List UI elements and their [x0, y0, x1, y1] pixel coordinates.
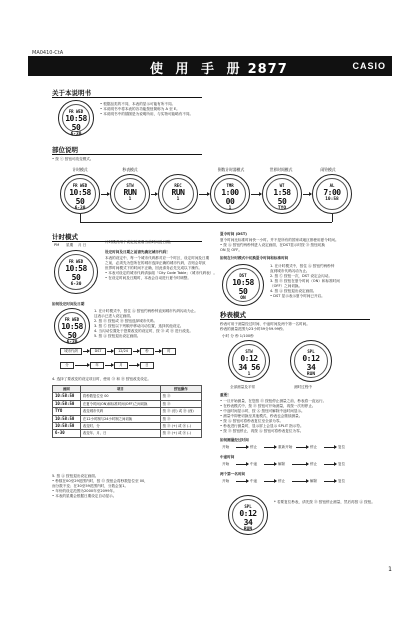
- settings-table: [52, 385, 202, 438]
- timekeeping-note-3: 而分数不变；在30至59范围内时，分数会加1。: [52, 484, 129, 488]
- label-pm: PM: [54, 243, 60, 247]
- stopwatch-intro-2: 秒表的测量范围为23小时59分59.99秒。: [220, 327, 287, 331]
- dst-body-1: 夏令时间比标准时间快一小时。并不是所有的国家或地区都使用夏令时间。: [220, 238, 339, 242]
- seq-arrow: [133, 351, 139, 352]
- timekeeping-body-2: 之前，必须先为您所在的城市选择正确的城市代码，否则会导致: [105, 261, 206, 265]
- flow-arrow: [292, 481, 308, 482]
- mode-label-worldtime: 世界时间模式: [269, 167, 293, 172]
- flow-step: 复位: [338, 445, 346, 449]
- timekeeping-body-1: 本表的设定中，每一个城市代码都对应一个时区，设定时间及日期: [105, 256, 210, 260]
- timekeeping-step-3: 3. 按 Ⓒ 按钮以下列顺序移动闪动位置，选择其他设定。: [94, 324, 184, 328]
- mode-return-line: [80, 214, 81, 222]
- document-code: MA0410-CtA: [32, 50, 64, 56]
- timekeeping-note-1: 5. 按 Ⓐ 按钮退出设定画面。: [52, 474, 99, 478]
- mode-arrow: [251, 194, 261, 195]
- flow-arrow: [264, 464, 276, 465]
- flow-arrow: [296, 447, 308, 448]
- table-row: 6-30 改变年、月、日 按 Ⓓ (+) 或 Ⓑ (-): [53, 430, 202, 437]
- flow-arrow: [324, 481, 336, 482]
- table-header: 按钮操作: [160, 386, 201, 393]
- section-title-about: 关于本说明书: [52, 89, 91, 97]
- stopwatch-intro-1: 秒表可用于测量经过时间、中途时间及两个第一名时间。: [220, 322, 310, 326]
- dst-step-3: 3. 按 Ⓓ 按钮在夏令时间（ON）和标准时间: [270, 279, 340, 283]
- table-intro: 4. 选择了要改变的设定项目时，使用 Ⓓ 和 Ⓑ 按钮改变设定。: [52, 377, 151, 381]
- stopwatch-note-7: • 按 Ⓓ 按钮停止，再按 Ⓐ 按钮可将秒表复位为零。: [220, 429, 304, 433]
- flow-step: 停止: [250, 445, 258, 449]
- mode-label-timer: 倒数计时器模式: [217, 167, 245, 172]
- table-row: 10:58:50 将秒数复位至 00 按 Ⓓ: [53, 393, 202, 400]
- flow-arrow: [236, 481, 248, 482]
- flow-step: 解除: [310, 479, 318, 483]
- mode-arrow: [199, 194, 209, 195]
- flow-title-two-place: 两个第一名时间: [220, 472, 246, 476]
- watch-stopwatch-detail: STW 0:12 34 56 1: [228, 340, 270, 382]
- table-row: 10:58:50 改变时、分 按 Ⓓ (+) 或 Ⓑ (-): [53, 423, 202, 430]
- seq-arrow: [107, 351, 113, 352]
- timekeeping-intro: 计时模式用于设定及查看当前时间及日期。: [105, 240, 174, 244]
- dst-step-1: 1. 在计时模式中，按住 Ⓐ 按钮约两秒钟: [270, 264, 335, 268]
- dst-step-2: 2. 按 Ⓒ 按钮一次，DST 设定会闪动。: [270, 274, 332, 278]
- stopwatch-caption-units: 小时 分 秒 1/100秒: [222, 334, 254, 338]
- seq-dst: DST: [90, 348, 106, 355]
- watch-stopwatch-bottom: SPL 0:12 34 RUN: [228, 495, 268, 535]
- dst-sub: 如何在计时模式中切换夏令时间和标准时间: [220, 256, 289, 260]
- stopwatch-note-5: • 按 Ⓐ 按钮可将秒表复位至全部为零。: [220, 419, 284, 423]
- table-row: 10:58:50 在夏令时间(ON)和标准时间(OFF)之间切换 按 Ⓓ: [53, 400, 202, 407]
- about-bullet-2: • 本说明书中将本表的各功能按钮简称为 A 至 E。: [100, 107, 180, 111]
- timekeeping-body-5: • 在设定时间及日期时，本表会自动进行夏令时调整。: [105, 276, 191, 280]
- mode-label-stopwatch: 秒表模式: [122, 167, 138, 172]
- watch-stopwatch: STW RUN 1: [110, 174, 150, 214]
- flow-arrow: [236, 447, 248, 448]
- watch-dst: DST 10:58 50 ON: [222, 264, 264, 306]
- flow-step: 停止: [310, 462, 318, 466]
- mode-arrow: [303, 194, 311, 195]
- flow-step: 中途: [250, 479, 258, 483]
- flow-arrow: [236, 464, 248, 465]
- flow-arrow: [324, 464, 336, 465]
- stopwatch-note-1: • 一旦开始测量，在您按 Ⓓ 按钮停止测量之前，秒表将一直运行。: [220, 399, 327, 403]
- watch-timekeeping: FR WED 10:58 50 6-30: [60, 174, 100, 214]
- dst-step-3b: （OFF）之间切换。: [270, 284, 303, 288]
- timekeeping-step-2: 2. 按 Ⓓ 按钮或 Ⓑ 按钮选择城市代码。: [94, 319, 158, 323]
- seq-12-24: 12/24: [114, 348, 132, 355]
- brand-logo: CASIO: [352, 61, 386, 71]
- about-bullet-3: • 本说明书中的插图是为说明所用，与实物可能略有不同。: [100, 112, 194, 116]
- watch-worldtime: WT 1:58 50 TYO: [262, 174, 302, 214]
- timekeeping-body-3: 世界时间模式下的时间不正确，因此请务必先完成以下操作。: [105, 266, 203, 270]
- flow-step: 解除: [278, 462, 286, 466]
- watch-stopwatch-split: SPL 0:12 34 RUN: [290, 340, 332, 382]
- watch-illustration-about: FR WED 10:58 50 6-30: [58, 100, 94, 136]
- flow-step: 开始: [222, 445, 230, 449]
- table-row: 10:58:50 在12小时制与24小时制之间切换 按 Ⓓ: [53, 415, 202, 422]
- flow-step: 中途: [250, 462, 258, 466]
- flow-step: 开始: [222, 462, 230, 466]
- section-title-modes: 部位说明: [52, 146, 78, 154]
- stopwatch-bottom-note: * 若要复位秒表，请先按 Ⓓ 按钮停止测量，然后再按 Ⓐ 按钮。: [274, 500, 375, 504]
- timekeeping-steps-title: 如何设定时间及日期: [52, 302, 85, 306]
- stopwatch-caption-all: 全部测量及平常: [230, 385, 256, 389]
- flow-step: 停止: [278, 479, 286, 483]
- section-underline: [220, 319, 370, 320]
- seq-hour: 时: [162, 348, 176, 355]
- flow-step: 复位: [338, 462, 346, 466]
- mode-label-alarm: 闹铃模式: [320, 167, 336, 172]
- flow-step: 重新开始: [278, 445, 293, 449]
- modes-note: • 按 ⓒ 按钮可改变模式。: [52, 157, 94, 161]
- table-header: 画面: [53, 386, 81, 393]
- timekeeping-note-4: • 年份的设定范围为2000年至2099年。: [52, 489, 117, 493]
- section-underline: [52, 154, 202, 155]
- stopwatch-note-6: • 秒表进行测量时，显示屏上会显示 SPLIT 指示符。: [220, 424, 304, 428]
- model-number: 2877: [247, 62, 288, 77]
- mode-arrow: [151, 194, 157, 195]
- timekeeping-step-5: 5. 按 Ⓐ 按钮退出设定画面。: [94, 334, 141, 338]
- seq-minutes: 分: [60, 362, 74, 369]
- watch-timer: TMR 1:00 00 1: [210, 174, 250, 214]
- dst-step-1b: 直到城市代码闪动为止。: [270, 269, 310, 273]
- seq-arrow: [105, 365, 113, 366]
- section-title-timekeeping: 计时模式: [52, 233, 78, 241]
- stopwatch-note-3: • 中途时间显示时，按 Ⓐ 按钮可解除中途时间显示。: [220, 409, 305, 413]
- seq-seconds: 秒: [140, 348, 154, 355]
- stopwatch-notes-title: 重要！: [220, 393, 231, 397]
- section-underline: [52, 97, 202, 98]
- flow-arrow: [264, 481, 276, 482]
- watch-setting: FR WED 10:58 50 6-30: [54, 308, 90, 344]
- page-title: 使 用 手 册 2877: [150, 62, 288, 77]
- table-header: 项目: [80, 386, 160, 393]
- table-row: TYO 改变城市代码 按 Ⓓ (东) 或 Ⓑ (西): [53, 408, 202, 415]
- seq-year: 年: [90, 362, 104, 369]
- timekeeping-step-1b: 这表示已进入设定画面。: [94, 314, 134, 318]
- seq-arrow: [129, 365, 139, 366]
- timekeeping-step-4: 4. 当闪动位置处于您要改变的设定时，按 Ⓓ 或 Ⓑ 进行改变。: [94, 329, 193, 333]
- dst-body-2: • 按 Ⓐ 按钮约两秒钟进入设定画面，在DST显示时按 Ⓓ 按钮切换: [220, 243, 325, 247]
- stopwatch-note-2: • 在秒表模式中，按 Ⓓ 按钮可开始测量，再按一次则停止。: [220, 404, 316, 408]
- flow-step: 复位: [338, 479, 346, 483]
- label-weekday: 星期: [66, 243, 74, 247]
- timekeeping-subtitle: 设定时间及日期之前请先确定城市代码！: [105, 250, 170, 254]
- flow-step: 开始: [222, 479, 230, 483]
- dst-step-note: • DST 显示表示夏令时间已开启。: [270, 294, 325, 298]
- mode-return-line: [332, 214, 333, 222]
- watch-recall: REC RUN 1: [158, 174, 198, 214]
- dst-body-3: ON 及 OFF。: [220, 248, 242, 252]
- label-month-day: 月 日: [78, 243, 87, 247]
- page-number: 1: [388, 566, 392, 573]
- seq-arrow: [83, 351, 89, 352]
- table-header-row: [53, 386, 202, 393]
- flow-arrow: [264, 447, 276, 448]
- seq-city-code: 城市代码: [60, 348, 82, 355]
- timekeeping-body-4: • 本表可设定的城市代码请参阅「City Code Table」（城市代码表）。: [105, 271, 217, 275]
- header-bar: [28, 56, 392, 76]
- section-title-stopwatch: 秒表模式: [220, 311, 246, 319]
- flow-arrow: [292, 464, 308, 465]
- watch-alarm: AL 7:00 10:58: [312, 174, 352, 214]
- flow-title-split: 中途时间: [220, 455, 235, 459]
- about-bullet-1: • 根据品类的不同，本表的显示可能有所不同。: [100, 102, 176, 106]
- mode-return-line: [80, 222, 332, 223]
- mode-label-timekeeping: 计时模式: [72, 167, 88, 172]
- watch-timekeeping-detail: FR WED 10:58 50 6-30: [54, 250, 98, 294]
- stopwatch-note-4: • 测量中即使切换至其他模式，秒表也会继续测量。: [220, 414, 303, 418]
- seq-day: 日: [140, 362, 154, 369]
- mode-arrow: [101, 194, 109, 195]
- flow-arrow: [324, 447, 336, 448]
- dst-step-4: 4. 按 Ⓐ 按钮退出设定画面。: [270, 289, 317, 293]
- timekeeping-note-2: • 秒数在00至29范围内时，按 Ⓓ 按钮会将秒数复位至 00，: [52, 479, 148, 483]
- seq-arrow: [75, 365, 89, 366]
- dst-title: 夏令时间 (DST): [220, 232, 247, 236]
- timekeeping-step-1: 1. 在计时模式中，按住 Ⓐ 按钮约两秒钟直到城市代码闪动为止。: [94, 309, 198, 313]
- timekeeping-note-5: • 本表的星期会根据日期设定自动显示。: [52, 494, 117, 498]
- flow-title-elapsed: 如何测量经过时间: [220, 438, 249, 442]
- seq-month: 月: [114, 362, 128, 369]
- seq-arrow: [155, 351, 161, 352]
- flow-step: 停止: [310, 445, 318, 449]
- stopwatch-caption-running: 测时过程中: [294, 385, 312, 389]
